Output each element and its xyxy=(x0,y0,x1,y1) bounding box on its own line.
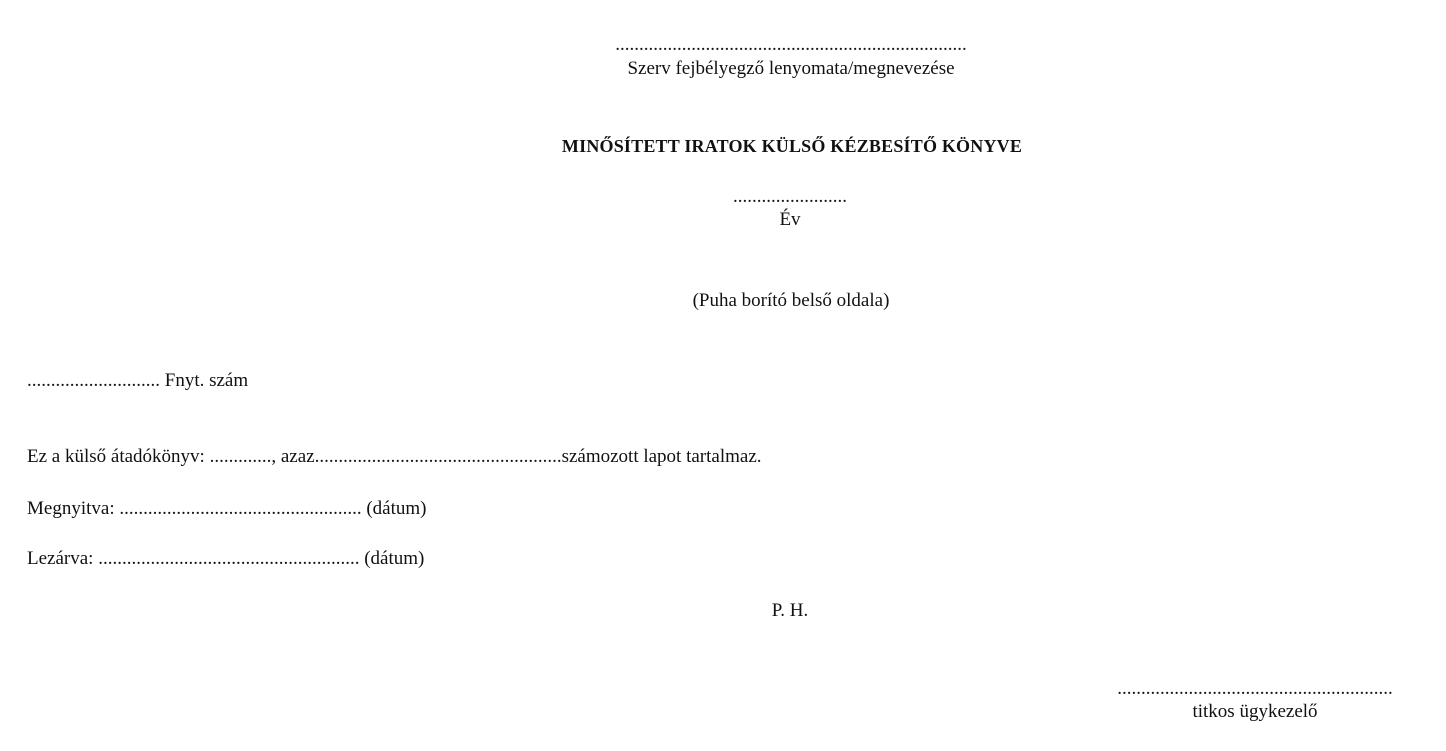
year-label: Év xyxy=(779,209,801,230)
page-count-dots: ............., xyxy=(209,446,277,467)
closed-date-line xyxy=(27,548,424,570)
closed-dots: ....................................................... xyxy=(98,548,360,569)
page-count-line xyxy=(27,446,762,468)
opened-date-line xyxy=(27,498,427,520)
opened-dots: ................................................... xyxy=(119,498,362,519)
org-stamp-label: Szerv fejbélyegző lenyomata/megnevezése xyxy=(627,58,955,79)
closed-label: Lezárva: xyxy=(27,548,94,569)
page-count-words-dots: .................................................... xyxy=(314,446,562,467)
org-stamp-dots: .......................................................................... xyxy=(615,34,967,55)
page-count-suffix: számozott lapot tartalmaz. xyxy=(561,446,762,467)
document-title: MINŐSÍTETT IRATOK KÜLSŐ KÉZBESÍTŐ KÖNYVE xyxy=(561,136,1023,156)
page-count-prefix: Ez a külső átadókönyv: xyxy=(27,446,205,467)
stamp-place: P. H. xyxy=(771,600,809,621)
fnyt-number-line xyxy=(27,370,248,392)
fnyt-dots: ............................ xyxy=(27,370,160,391)
cover-subtitle: (Puha borító belső oldala) xyxy=(692,290,890,311)
closed-suffix: (dátum) xyxy=(364,548,425,569)
page-count-middle: azaz xyxy=(280,446,315,467)
signature-label: titkos ügykezelő xyxy=(1192,701,1318,722)
signature-dots: .......................................................... xyxy=(1117,678,1393,699)
opened-suffix: (dátum) xyxy=(366,498,427,519)
fnyt-label: Fnyt. szám xyxy=(164,370,249,391)
opened-label: Megnyitva: xyxy=(27,498,115,519)
year-dots: ........................ xyxy=(733,186,847,207)
